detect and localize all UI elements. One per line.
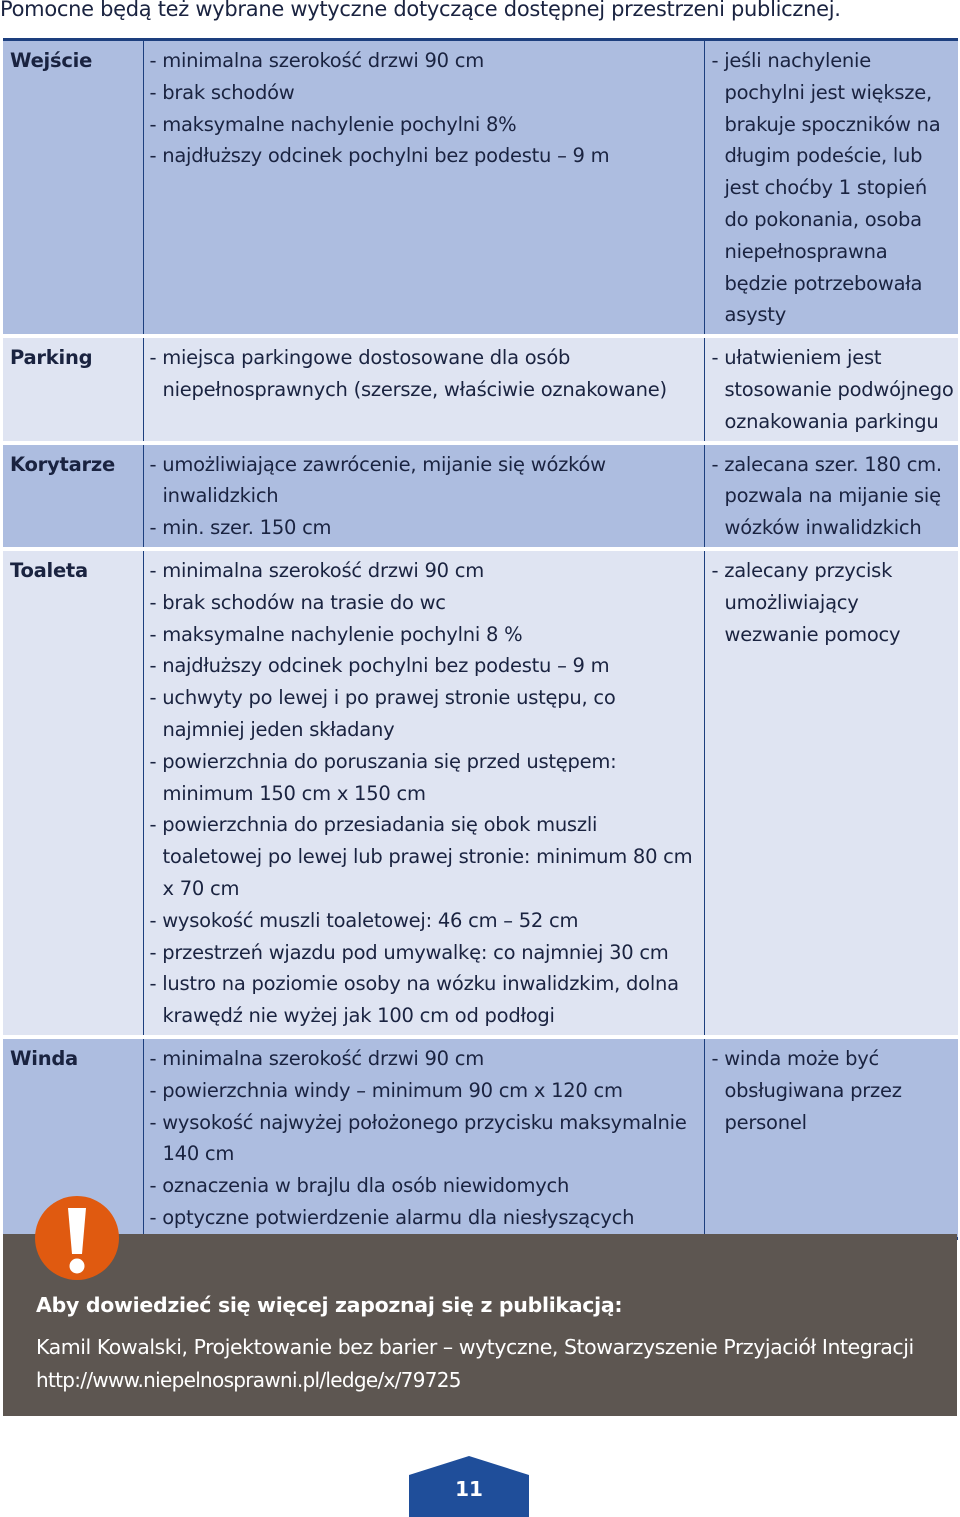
requirement-item: - minimalna szerokość drzwi 90 cm xyxy=(149,1046,484,1070)
table-row xyxy=(3,40,958,337)
row-notes xyxy=(704,40,958,337)
requirement-item: - wysokość muszli toaletowej: 46 cm – 52 cm xyxy=(149,908,579,932)
publication-link[interactable]: http://www.niepelnosprawni.pl/ledge/x/79725 xyxy=(36,1368,461,1392)
requirement-item: - przestrzeń wjazdu pod umywalkę: co najmniej 30 cm xyxy=(149,940,669,964)
row-requirements xyxy=(143,40,704,337)
requirement-item: - wysokość najwyżej położonego przycisku maksymalnie 140 cm xyxy=(149,1110,687,1166)
row-requirements xyxy=(143,1037,704,1238)
requirement-item: - lustro na poziomie osoby na wózku inwalidzkim, dolna krawędź nie wyżej jak 100 cm od podłogi xyxy=(149,972,679,1028)
row-category: Toaleta xyxy=(3,549,143,1037)
requirement-item: - najdłuższy odcinek pochylni bez podestu – 9 m xyxy=(149,144,610,168)
row-requirements xyxy=(143,549,704,1037)
table-row xyxy=(3,443,958,549)
row-notes xyxy=(704,443,958,549)
requirement-item: - najdłuższy odcinek pochylni bez podestu – 9 m xyxy=(149,654,610,678)
table-row xyxy=(3,1037,958,1238)
row-notes xyxy=(704,336,958,442)
row-requirements xyxy=(143,443,704,549)
row-category: Wejście xyxy=(3,40,143,337)
requirement-item: - powierzchnia do poruszania się przed ustępem: minimum 150 cm x 150 cm xyxy=(149,749,617,805)
table-row xyxy=(3,549,958,1037)
table-row xyxy=(3,336,958,442)
row-category: Korytarze xyxy=(3,443,143,549)
requirement-item: - powierzchnia windy – minimum 90 cm x 120 cm xyxy=(149,1078,623,1102)
note-item: - zalecana szer. 180 cm. pozwala na mijanie się wózków inwalidzkich xyxy=(711,452,942,540)
note-item: - zalecany przycisk umożliwiający wezwanie pomocy xyxy=(711,558,901,646)
intro-text: Pomocne będą też wybrane wytyczne dotyczące dostępnej przestrzeni publicznej. xyxy=(0,0,841,21)
requirement-item: - maksymalne nachylenie pochylni 8 % xyxy=(149,622,523,646)
publication-reference: Kamil Kowalski, Projektowanie bez barier – wytyczne, Stowarzyszenie Przyjaciół Integracji xyxy=(36,1335,914,1359)
requirement-item: - min. szer. 150 cm xyxy=(149,516,332,540)
requirement-item: - minimalna szerokość drzwi 90 cm xyxy=(149,49,484,72)
page-number: 11 xyxy=(455,1477,483,1501)
page-number-badge xyxy=(409,1456,529,1517)
row-notes xyxy=(704,1037,958,1238)
exclamation-icon xyxy=(35,1196,119,1280)
requirement-item: - brak schodów xyxy=(149,80,295,104)
note-item: - jeśli nachylenie pochylni jest większe, brakuje spoczników na długim podeście, lub jest choćby 1 stopień do pokonania, osoba niepełnosprawna będzie potrzebowała asysty xyxy=(711,49,941,327)
requirement-item: - maksymalne nachylenie pochylni 8% xyxy=(149,112,517,136)
info-title: Aby dowiedzieć się więcej zapoznaj się z publikacją: xyxy=(36,1293,623,1317)
requirement-item: - uchwyty po lewej i po prawej stronie ustępu, co najmniej jeden składany xyxy=(149,686,616,741)
requirement-item: - minimalna szerokość drzwi 90 cm xyxy=(149,558,484,582)
row-notes xyxy=(704,549,958,1037)
note-item: - ułatwieniem jest stosowanie podwójnego oznakowania parkingu xyxy=(711,346,954,433)
row-category: Winda xyxy=(3,1037,143,1238)
note-item: - winda może być obsługiwana przez personel xyxy=(711,1046,902,1134)
requirement-item: - powierzchnia do przesiadania się obok muszli toaletowej po lewej lub prawej stronie: minimum 80 cm x 70 cm xyxy=(149,813,693,900)
row-category: Parking xyxy=(3,336,143,442)
row-requirements xyxy=(143,336,704,442)
requirement-item: - umożliwiające zawrócenie, mijanie się wózków inwalidzkich xyxy=(149,452,606,508)
requirement-item: - miejsca parkingowe dostosowane dla osób niepełnosprawnych (szersze, właściwie oznakowane) xyxy=(149,346,667,401)
info-box xyxy=(3,1234,957,1416)
requirement-item: - optyczne potwierdzenie alarmu dla niesłyszących xyxy=(149,1205,635,1229)
requirement-item: - oznaczenia w brajlu dla osób niewidomych xyxy=(149,1174,570,1198)
accessibility-table xyxy=(3,38,958,1240)
requirement-item: - brak schodów na trasie do wc xyxy=(149,590,446,614)
